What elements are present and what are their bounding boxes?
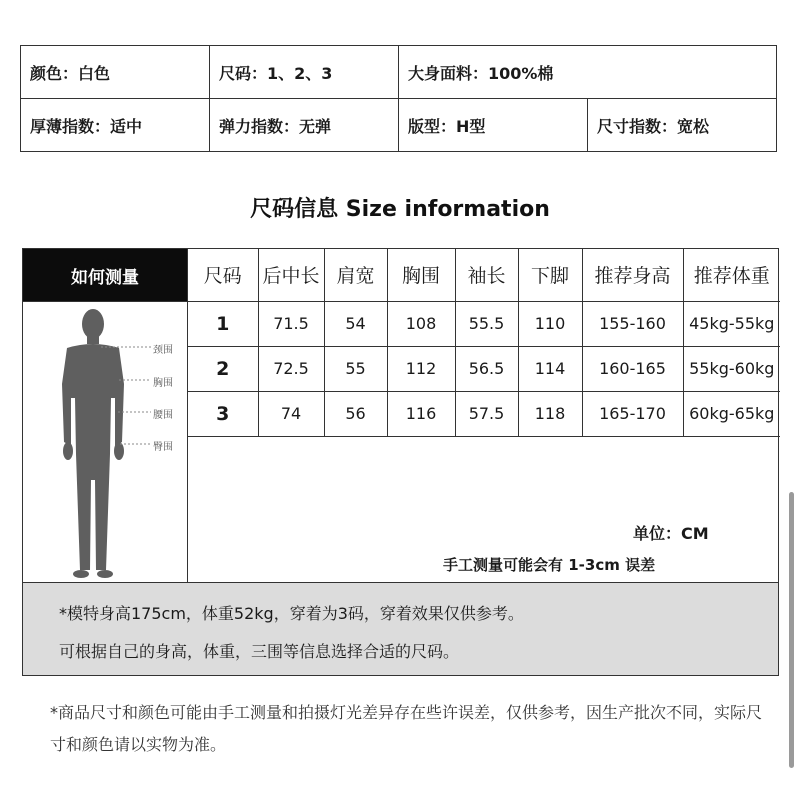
attribute-elasticity: 弹力指数：无弹 xyxy=(210,99,399,152)
attribute-fabric: 大身面料：100%棉 xyxy=(399,46,777,99)
waist-label: 腰围 xyxy=(153,410,173,421)
attribute-sizes: 尺码：1、2、3 xyxy=(210,46,399,99)
cell-hem: 110 xyxy=(518,301,582,346)
scrollbar[interactable] xyxy=(789,492,794,768)
attribute-fit: 版型：H型 xyxy=(399,99,588,152)
header-back-length: 后中长 xyxy=(258,249,324,301)
cell-chest: 116 xyxy=(387,391,455,436)
cell-rec-weight: 45kg-55kg xyxy=(683,301,780,346)
attribute-row xyxy=(21,99,777,152)
cell-rec-weight: 55kg-60kg xyxy=(683,346,780,391)
cell-rec-weight: 60kg-65kg xyxy=(683,391,780,436)
cell-sleeve: 56.5 xyxy=(455,346,518,391)
cell-rec-height: 160-165 xyxy=(582,346,683,391)
attribute-color: 颜色：白色 xyxy=(21,46,210,99)
header-hem: 下脚 xyxy=(518,249,582,301)
attribute-size-index: 尺寸指数：宽松 xyxy=(588,99,777,152)
model-note-box xyxy=(22,583,779,676)
size-table-header-row xyxy=(188,249,780,301)
cell-back-length: 74 xyxy=(258,391,324,436)
section-title: 尺码信息 Size information xyxy=(250,197,550,222)
header-shoulder: 肩宽 xyxy=(324,249,387,301)
cell-back-length: 72.5 xyxy=(258,346,324,391)
measurement-figure-panel xyxy=(23,301,187,584)
cell-chest: 108 xyxy=(387,301,455,346)
cell-hem: 118 xyxy=(518,391,582,436)
cell-size: 1 xyxy=(188,301,258,346)
table-row xyxy=(188,301,780,346)
cell-sleeve: 55.5 xyxy=(455,301,518,346)
chest-label: 胸围 xyxy=(153,378,173,389)
cell-sleeve: 57.5 xyxy=(455,391,518,436)
header-size: 尺码 xyxy=(188,249,258,301)
cell-rec-height: 155-160 xyxy=(582,301,683,346)
cell-rec-height: 165-170 xyxy=(582,391,683,436)
size-table xyxy=(188,249,780,437)
disclaimer-text: *商品尺寸和颜色可能由手工测量和拍摄灯光差异存在些许误差，仅供参考，因生产批次不同，实际尺寸和颜色请以实物为准。 xyxy=(50,703,763,754)
cell-back-length: 71.5 xyxy=(258,301,324,346)
size-information-block xyxy=(22,248,779,583)
cell-shoulder: 56 xyxy=(324,391,387,436)
header-rec-weight: 推荐体重 xyxy=(683,249,780,301)
attribute-row xyxy=(21,46,777,99)
hip-label: 臀围 xyxy=(153,442,173,453)
unit-note: 单位：CM xyxy=(633,524,709,543)
table-row xyxy=(188,346,780,391)
cell-size: 3 xyxy=(188,391,258,436)
attribute-thickness: 厚薄指数：适中 xyxy=(21,99,210,152)
measurement-error-note: 手工测量可能会有 1-3cm 误差 xyxy=(443,556,656,574)
model-note-line: 可根据自己的身高，体重，三围等信息选择合适的尺码。 xyxy=(59,642,460,661)
cell-hem: 114 xyxy=(518,346,582,391)
model-note-line: *模特身高175cm，体重52kg，穿着为3码，穿着效果仅供参考。 xyxy=(59,604,524,623)
attribute-table xyxy=(20,45,777,152)
header-rec-height: 推荐身高 xyxy=(582,249,683,301)
header-chest: 胸围 xyxy=(387,249,455,301)
cell-shoulder: 54 xyxy=(324,301,387,346)
cell-size: 2 xyxy=(188,346,258,391)
table-row xyxy=(188,391,780,436)
cell-chest: 112 xyxy=(387,346,455,391)
how-to-measure-header: 如何测量 xyxy=(23,249,187,301)
cell-shoulder: 55 xyxy=(324,346,387,391)
header-sleeve: 袖长 xyxy=(455,249,518,301)
neck-label: 颈围 xyxy=(153,345,173,356)
